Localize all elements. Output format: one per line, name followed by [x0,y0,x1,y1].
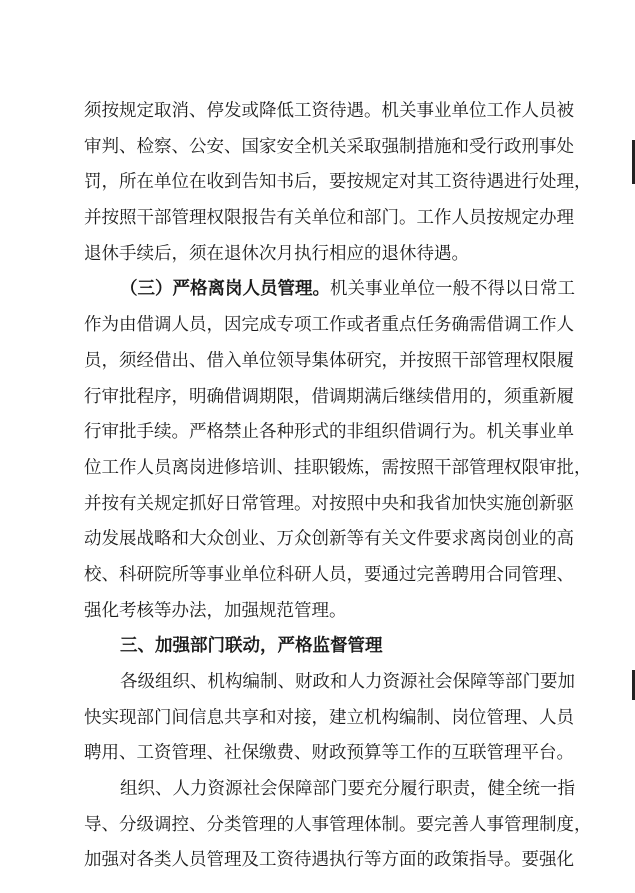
paragraph-text: 机关事业单位一般不得以日常工 [330,279,575,299]
body-text-line: 聘用、工资管理、社保缴费、财政预算等工作的互联管理平台。 [84,743,574,763]
body-text-line: 并按照干部管理权限报告有关单位和部门。工作人员按规定办理 [84,208,574,228]
body-text-line: 位工作人员离岗进修培训、挂职锻炼，需按照干部管理权限审批， [84,458,592,478]
body-text-line: 行审批程序，明确借调期限，借调期满后继续借用的，须重新履 [84,387,574,407]
body-text-line: 强化考核等办法，加强规范管理。 [84,601,347,621]
body-text-line: 快实现部门间信息共享和对接，建立机构编制、岗位管理、人员 [84,708,574,728]
body-text-line: 罚，所在单位在收到告知书后，要按规定对其工资待遇进行处理， [84,172,592,192]
paragraph-first-line: 组织、人力资源社会保障部门要充分履行职责，健全统一指 [120,779,575,799]
body-text-line: 审判、检察、公安、国家安全机关采取强制措施和受行政刑事处 [84,137,574,157]
paragraph-first-line: 各级组织、机构编制、财政和人力资源社会保障等部门要加 [120,672,575,692]
section-heading: 三、加强部门联动，严格监督管理 [120,636,383,656]
paragraph-first-line [120,274,575,304]
body-text-line: 作为由借调人员，因完成专项工作或者重点任务确需借调工作人 [84,315,574,335]
body-text-line: 并按有关规定抓好日常管理。对按照中央和我省加快实施创新驱 [84,494,574,514]
body-text-line: 退休手续后，须在退休次月执行相应的退休待遇。 [84,244,469,264]
body-text-line: 行审批手续。严格禁止各种形式的非组织借调行为。机关事业单 [84,422,574,442]
body-text-line: 须按规定取消、停发或降低工资待遇。机关事业单位工作人员被 [84,101,574,121]
body-text-line: 加强对各类人员管理及工资待遇执行等方面的政策指导。要强化 [84,850,574,870]
body-text-line: 动发展战略和大众创业、万众创新等有关文件要求离岗创业的高 [84,529,574,549]
body-text-line: 导、分级调控、分类管理的人事管理体制。要完善人事管理制度， [84,815,592,835]
body-text-line: 校、科研院所等事业单位科研人员，要通过完善聘用合同管理、 [84,565,574,585]
subsection-heading: （三）严格离岗人员管理。 [120,279,330,299]
body-text-line: 员，须经借出、借入单位领导集体研究，并按照干部管理权限履 [84,351,574,371]
